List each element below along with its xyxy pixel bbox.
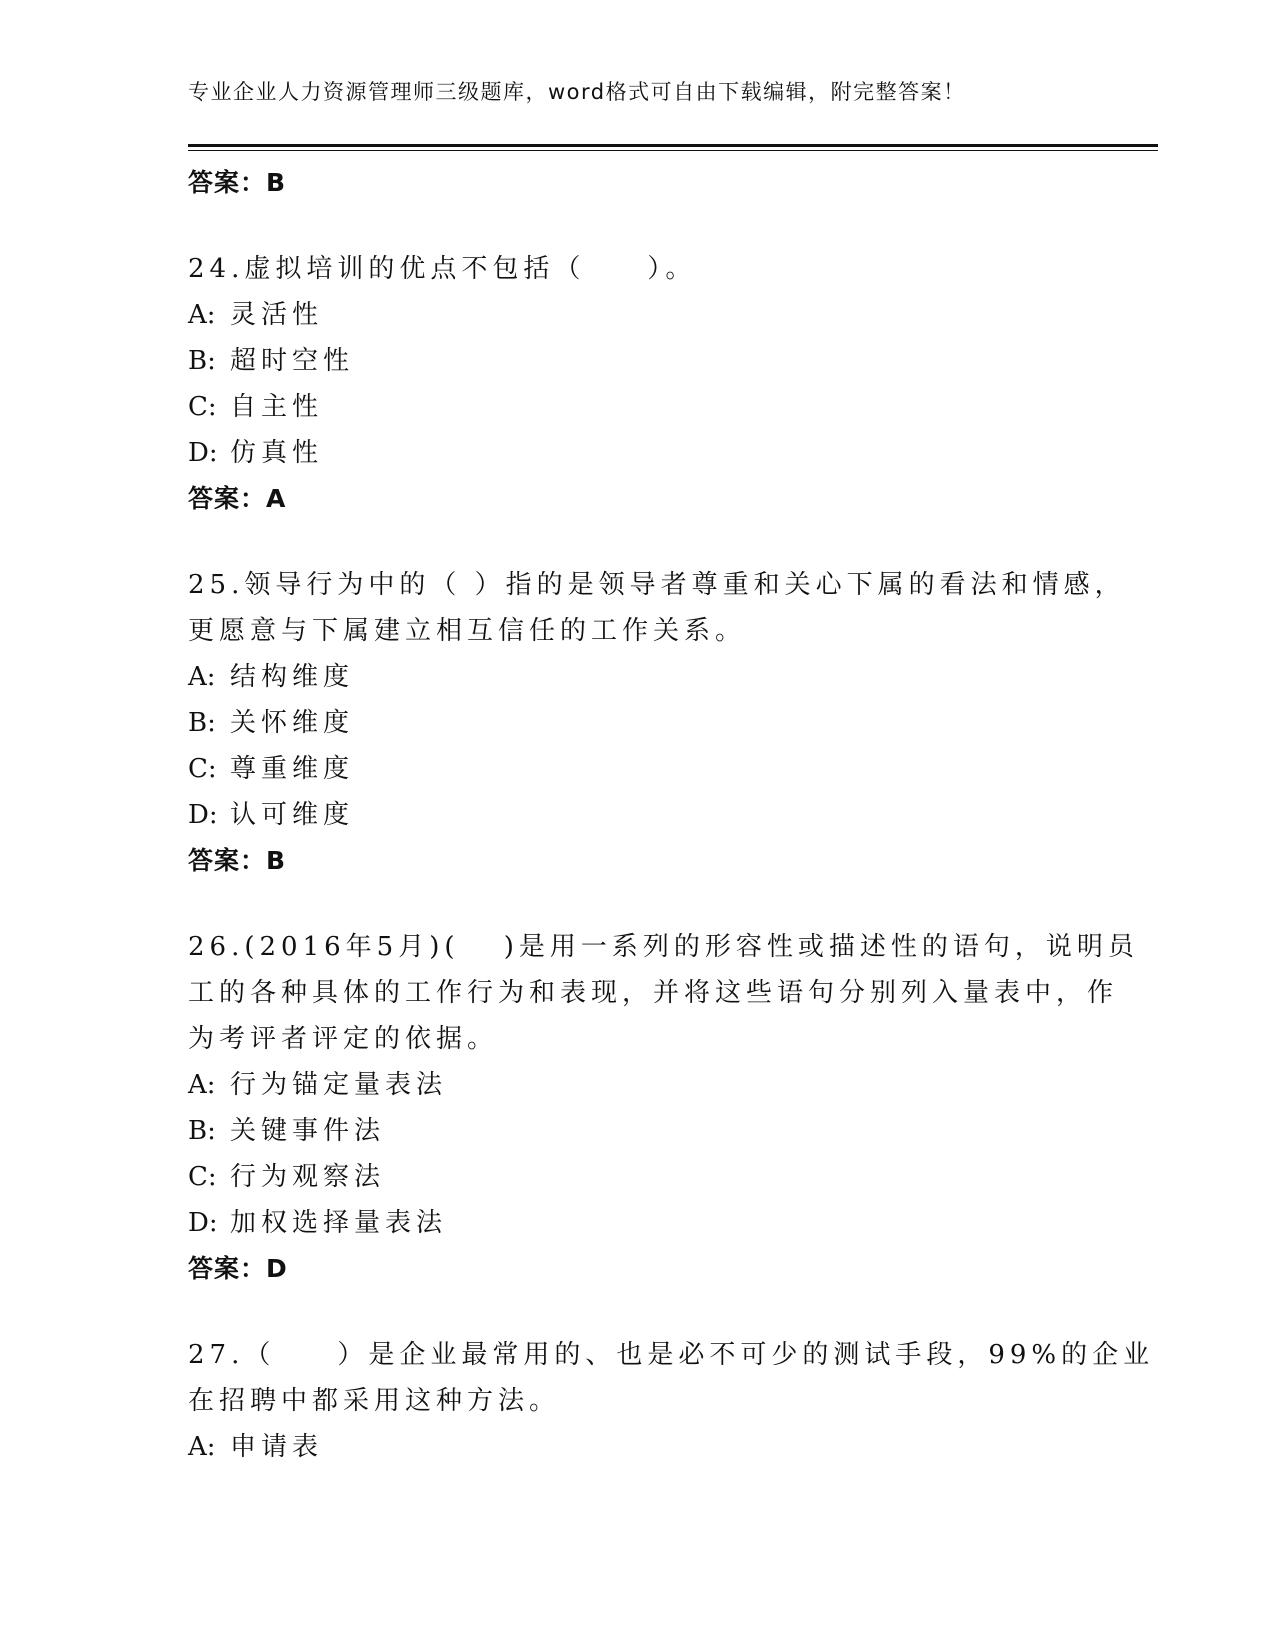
previous-answer: 答案：B bbox=[188, 168, 287, 197]
question-text: 26.(2016年5月)( )是用一系列的形容性或描述性的语句，说明员 bbox=[188, 932, 1139, 962]
question-text: 为考评者评定的依据。 bbox=[188, 1024, 499, 1054]
option-text: 关怀维度 bbox=[230, 708, 355, 738]
question-text: 25.领导行为中的（ ）指的是领导者尊重和关心下属的看法和情感， bbox=[188, 570, 1126, 600]
option-text: 仿真性 bbox=[230, 438, 324, 468]
option-text: 认可维度 bbox=[230, 800, 355, 830]
question-text: 更愿意与下属建立相互信任的工作关系。 bbox=[188, 616, 747, 646]
option-key: B: bbox=[188, 346, 216, 376]
answer-option bbox=[188, 1108, 1088, 1154]
answer-option bbox=[188, 292, 1088, 338]
answer-option bbox=[188, 792, 1088, 838]
page-header: 专业企业人力资源管理师三级题库，word格式可自由下载编辑，附完整答案！ bbox=[188, 80, 966, 104]
question-list bbox=[188, 160, 1155, 1470]
header-rule-thin bbox=[188, 150, 1158, 151]
questions-container bbox=[188, 246, 1155, 1470]
question-answer: 答案：A bbox=[188, 484, 287, 513]
option-text: 加权选择量表法 bbox=[230, 1208, 448, 1238]
answer-option bbox=[188, 1200, 1088, 1246]
answer-option bbox=[188, 338, 1088, 384]
question-text: 24.虚拟培训的优点不包括（ ）。 bbox=[188, 254, 697, 284]
option-key: C: bbox=[188, 392, 217, 422]
option-key: C: bbox=[188, 1162, 217, 1192]
header-rule-thick bbox=[188, 144, 1158, 147]
question-text: 工的各种具体的工作行为和表现，并将这些语句分别列入量表中，作 bbox=[188, 978, 1119, 1008]
option-text: 自主性 bbox=[230, 392, 324, 422]
option-key: B: bbox=[188, 1116, 216, 1146]
answer-option bbox=[188, 430, 1088, 476]
answer-option bbox=[188, 654, 1088, 700]
option-text: 灵活性 bbox=[230, 300, 324, 330]
option-key: D: bbox=[188, 438, 218, 468]
option-text: 关键事件法 bbox=[230, 1116, 386, 1146]
option-text: 行为观察法 bbox=[230, 1162, 386, 1192]
option-text: 行为锚定量表法 bbox=[230, 1070, 448, 1100]
option-key: B: bbox=[188, 708, 216, 738]
question-item bbox=[188, 562, 1126, 884]
question-item bbox=[188, 1332, 1155, 1470]
option-key: D: bbox=[188, 1208, 218, 1238]
option-key: A: bbox=[188, 1070, 216, 1100]
option-text: 结构维度 bbox=[230, 662, 355, 692]
option-key: A: bbox=[188, 1432, 216, 1462]
answer-option bbox=[188, 1154, 1088, 1200]
question-answer: 答案：D bbox=[188, 1254, 288, 1283]
option-key: A: bbox=[188, 662, 216, 692]
answer-option bbox=[188, 746, 1088, 792]
option-key: D: bbox=[188, 800, 218, 830]
question-text: 在招聘中都采用这种方法。 bbox=[188, 1386, 561, 1416]
answer-option bbox=[188, 384, 1088, 430]
option-text: 超时空性 bbox=[230, 346, 355, 376]
option-text: 申请表 bbox=[230, 1432, 324, 1462]
option-text: 尊重维度 bbox=[230, 754, 355, 784]
answer-option bbox=[188, 1062, 1088, 1108]
question-item bbox=[188, 924, 1139, 1292]
question-answer: 答案：B bbox=[188, 846, 287, 875]
answer-option bbox=[188, 700, 1088, 746]
question-text: 27.（ ）是企业最常用的、也是必不可少的测试手段，99%的企业 bbox=[188, 1340, 1155, 1370]
option-key: C: bbox=[188, 754, 217, 784]
answer-option bbox=[188, 1424, 1088, 1470]
option-key: A: bbox=[188, 300, 216, 330]
question-item bbox=[188, 246, 1088, 522]
